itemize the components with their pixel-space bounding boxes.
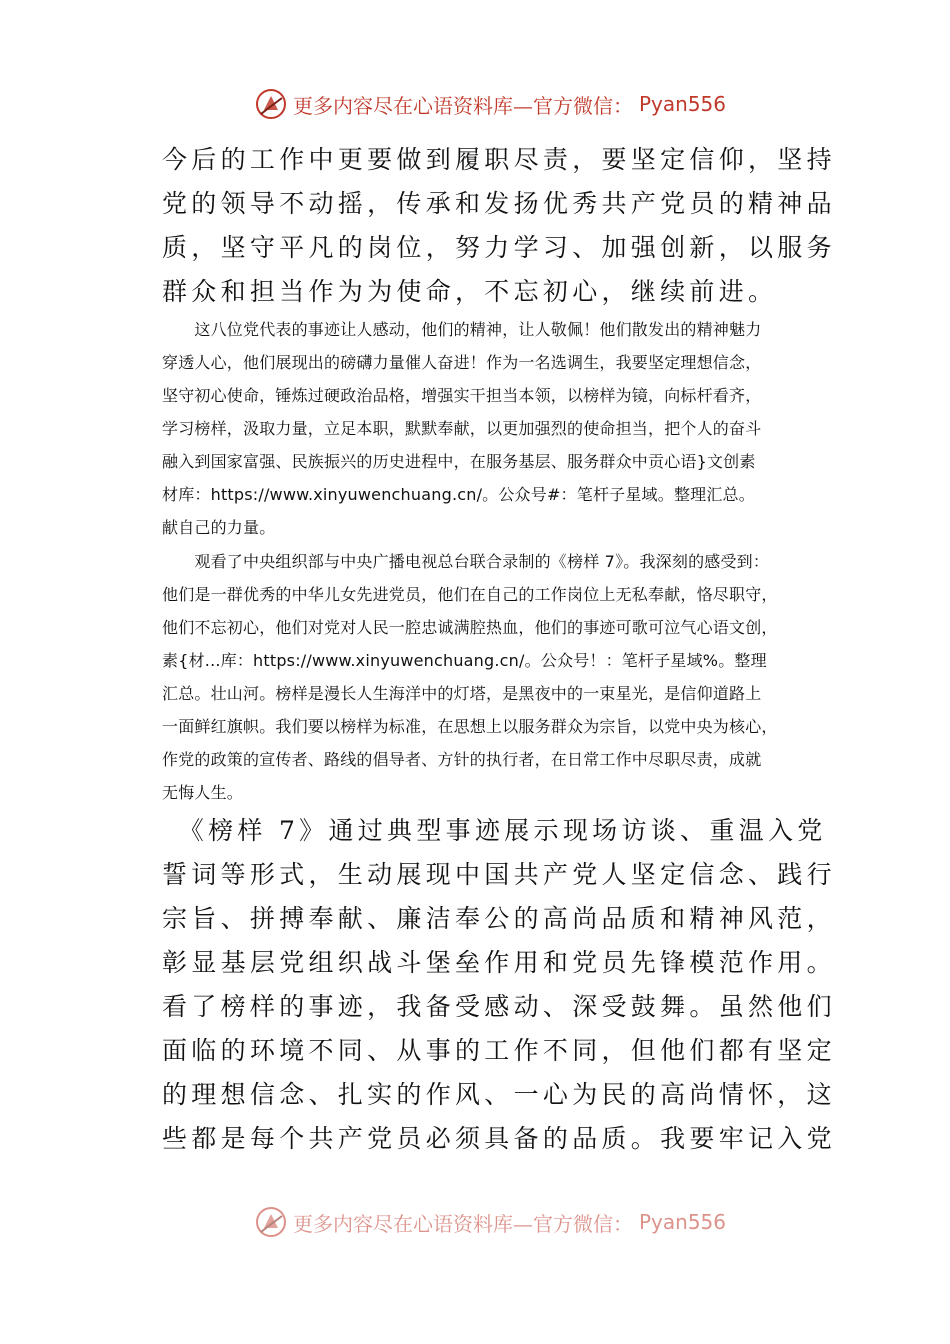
text-line: 材库：https://www.xinyuwenchuang.cn/。公众号#：笔杆子星域。整理汇总。 xyxy=(162,485,755,504)
banner-code: Pyan556 xyxy=(639,92,727,116)
text-line: 党的领导不动摇，传承和发扬优秀共产党员的精神品 xyxy=(162,189,836,218)
logo-icon xyxy=(255,88,287,120)
text-line: 坚守初心使命，锤炼过硬政治品格，增强实干担当本领，以榜样为镜，向标杆看齐， xyxy=(162,386,762,405)
text-line: 群众和担当作为为使命，不忘初心，继续前进。 xyxy=(162,277,778,306)
text-line: 观看了中央组织部与中央广播电视总台联合录制的《榜样 7》。我深刻的感受到： xyxy=(162,552,770,571)
text-line: 穿透人心，他们展现出的磅礴力量催人奋进！作为一名选调生，我要坚定理想信念， xyxy=(162,353,762,372)
text-line: 学习榜样，汲取力量，立足本职，默默奉献，以更加强烈的使命担当，把个人的奋斗 xyxy=(162,419,762,438)
banner-text: 更多内容尽在心语资料库—官方微信： xyxy=(293,93,633,118)
text-line: 些都是每个共产党员必须具备的品质。我要牢记入党 xyxy=(162,1124,836,1153)
text-line: 作党的政策的宣传者、路线的倡导者、方针的执行者，在日常工作中尽职尽责，成就 xyxy=(162,750,762,769)
text-line: 质，坚守平凡的岗位，努力学习、加强创新，以服务 xyxy=(162,233,836,262)
text-line: 《榜样 7》通过典型事迹展示现场访谈、重温入党 xyxy=(162,816,827,845)
text-line: 融入到国家富强、民族振兴的历史进程中，在服务基层、服务群众中贡心语}文创素 xyxy=(162,452,756,471)
text-line: 他们不忘初心，他们对党对人民一腔忠诚满腔热血，他们的事迹可歌可泣气心语文创， xyxy=(162,618,778,637)
header-watermark xyxy=(255,82,755,126)
text-line: 誓词等形式，生动展现中国共产党人坚定信念、践行 xyxy=(162,860,836,889)
text-line: 面临的环境不同、从事的工作不同，但他们都有坚定 xyxy=(162,1036,836,1065)
text-line: 的理想信念、扎实的作风、一心为民的高尚情怀，这 xyxy=(162,1080,836,1109)
text-line: 宗旨、拼搏奉献、廉洁奉公的高尚品质和精神风范， xyxy=(162,904,836,933)
banner-text: 更多内容尽在心语资料库—官方微信： xyxy=(293,1211,633,1236)
text-line: 看了榜样的事迹，我备受感动、深受鼓舞。虽然他们 xyxy=(162,992,836,1021)
text-line: 汇总。壮山河。榜样是漫长人生海洋中的灯塔，是黑夜中的一束星光，是信仰道路上 xyxy=(162,684,762,703)
footer-watermark xyxy=(255,1200,755,1244)
text-line: 彰显基层党组织战斗堡垒作用和党员先锋模范作用。 xyxy=(162,948,836,977)
banner-code: Pyan556 xyxy=(639,1210,727,1234)
text-line: 献自己的力量。 xyxy=(162,518,276,537)
text-line: 他们是一群优秀的中华儿女先进党员，他们在自己的工作岗位上无私奉献，恪尽职守， xyxy=(162,585,778,604)
text-line: 一面鲜红旗帜。我们要以榜样为标准，在思想上以服务群众为宗旨，以党中央为核心， xyxy=(162,717,778,736)
logo-icon xyxy=(255,1206,287,1238)
text-line: 这八位党代表的事迹让人感动，他们的精神，让人敬佩！他们散发出的精神魅力 xyxy=(162,320,762,339)
text-line: 无悔人生。 xyxy=(162,783,244,802)
text-line: 今后的工作中更要做到履职尽责，要坚定信仰，坚持 xyxy=(162,145,836,174)
text-line: 素{材...库：https://www.xinyuwenchuang.cn/。公众号！：笔杆子星域%。整理 xyxy=(162,651,767,670)
